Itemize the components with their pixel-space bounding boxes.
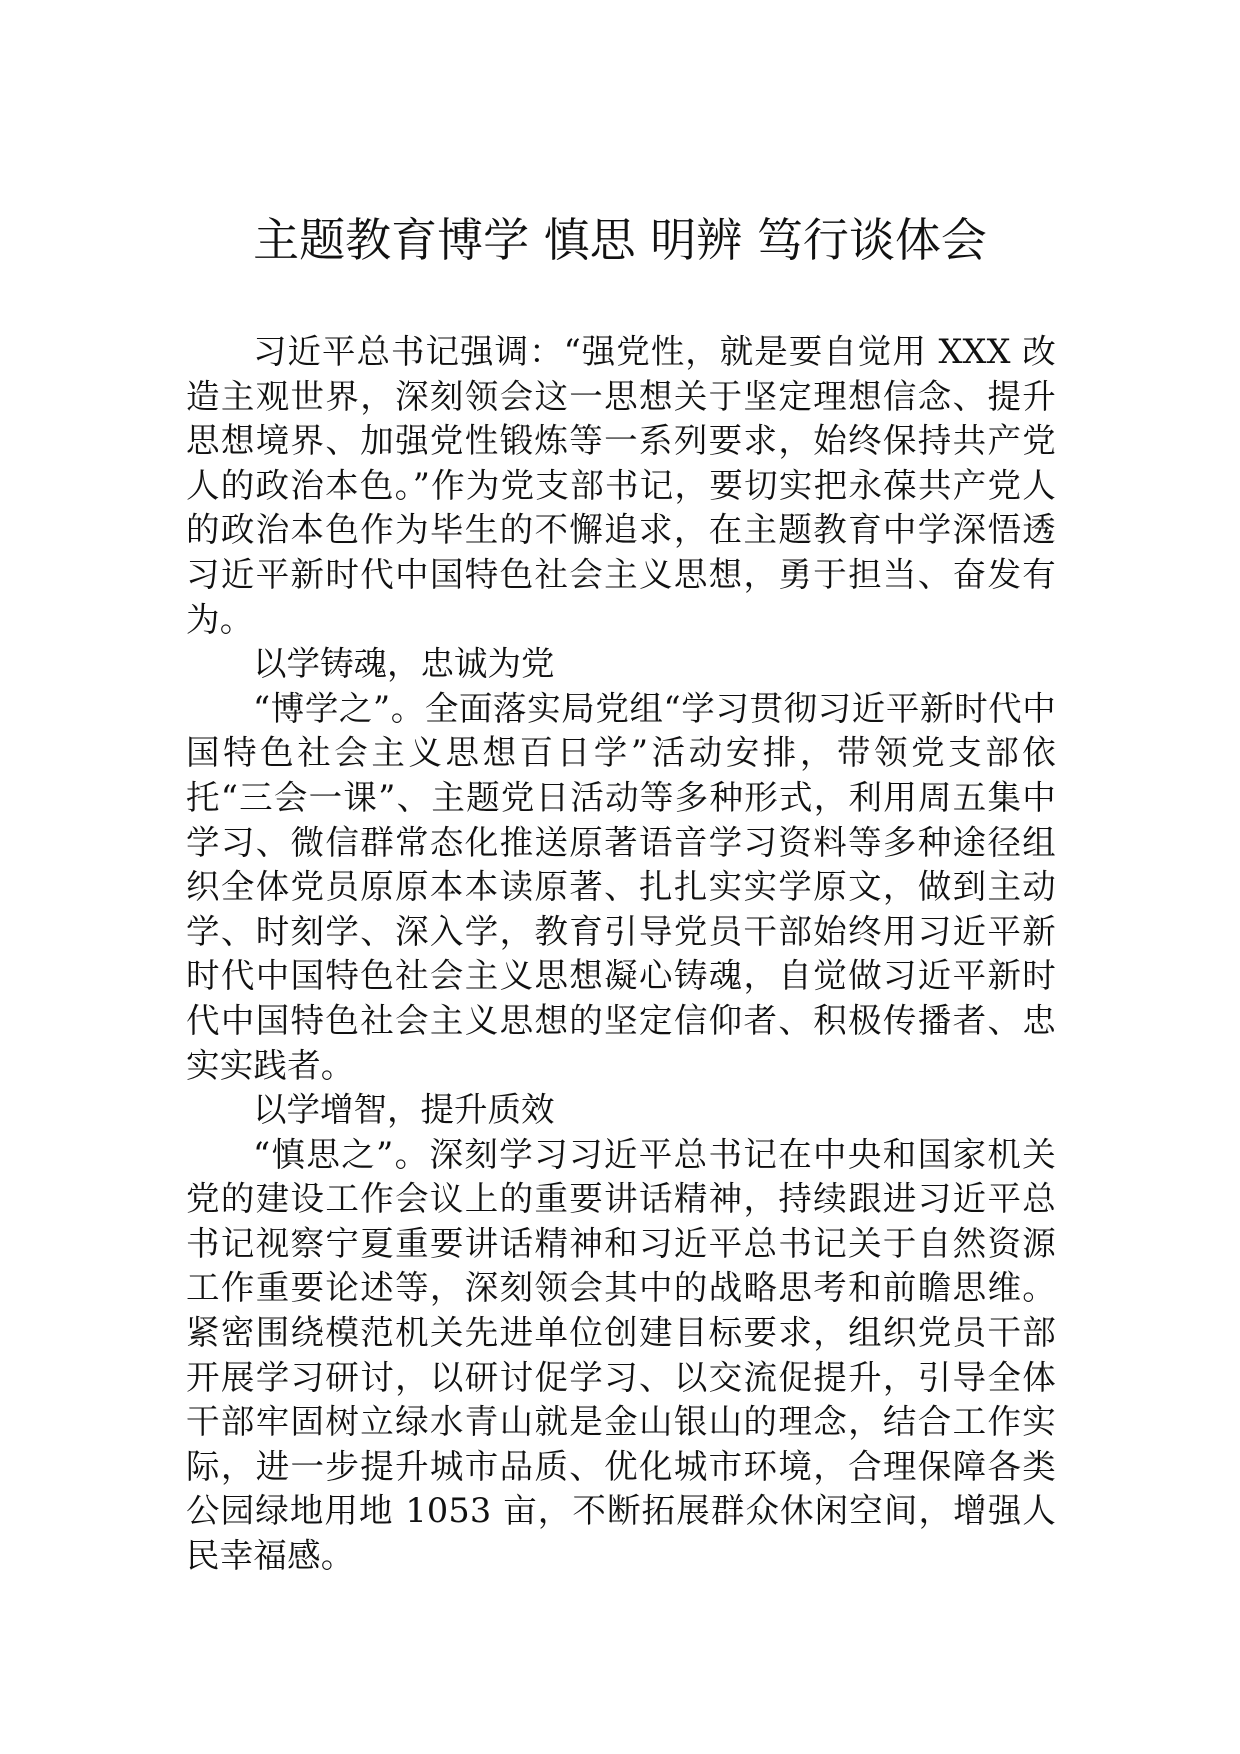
document-title: 主题教育博学 慎思 明辨 笃行谈体会 xyxy=(253,213,987,267)
section-heading-1: 以学铸魂，忠诚为党 xyxy=(253,644,555,684)
section-paragraph-2: “慎思之”。深刻学习习近平总书记在中央和国家机关党的建设工作会议上的重要讲话精神，持续跟进习近平总书记视察宁夏重要讲话精神和习近平总书记关于自然资源工作重要论述等，深刻领会其中的战略思考和前瞻思维。紧密围绕模范机关先进单位创建目标要求，组织党员干部开展学习研讨，以研讨促学习、以交流促提升，引导全体干部牢固树立绿水青山就是金山银山的理念，结合工作实际，进一步提升城市品质、优化城市环境，合理保障各类公园绿地用地 1053 亩，不断拓展群众休闲空间，增强人民幸福感。 xyxy=(186,1134,1056,1576)
section-paragraph-1: “博学之”。全面落实局党组“学习贯彻习近平新时代中国特色社会主义思想百日学”活动安排，带领党支部依托“三会一课”、主题党日活动等多种形式，利用周五集中学习、微信群常态化推送原著语音学习资料等多种途径组织全体党员原原本本读原著、扎扎实实学原文，做到主动学、时刻学、深入学，教育引导党员干部始终用习近平新时代中国特色社会主义思想凝心铸魂，自觉做习近平新时代中国特色社会主义思想的坚定信仰者、积极传播者、忠实实践者。 xyxy=(186,688,1056,1085)
document-body xyxy=(186,330,1056,1579)
intro-paragraph: 习近平总书记强调：“强党性，就是要自觉用 XXX 改造主观世界，深刻领会这一思想关于坚定理想信念、提升思想境界、加强党性锻炼等一系列要求，始终保持共产党人的政治本色。”作为党支部书记，要切实把永葆共产党人的政治本色作为毕生的不懈追求，在主题教育中学深悟透习近平新时代中国特色社会主义思想，勇于担当、奋发有为。 xyxy=(186,332,1056,639)
section-heading-2: 以学增智，提升质效 xyxy=(253,1090,555,1130)
